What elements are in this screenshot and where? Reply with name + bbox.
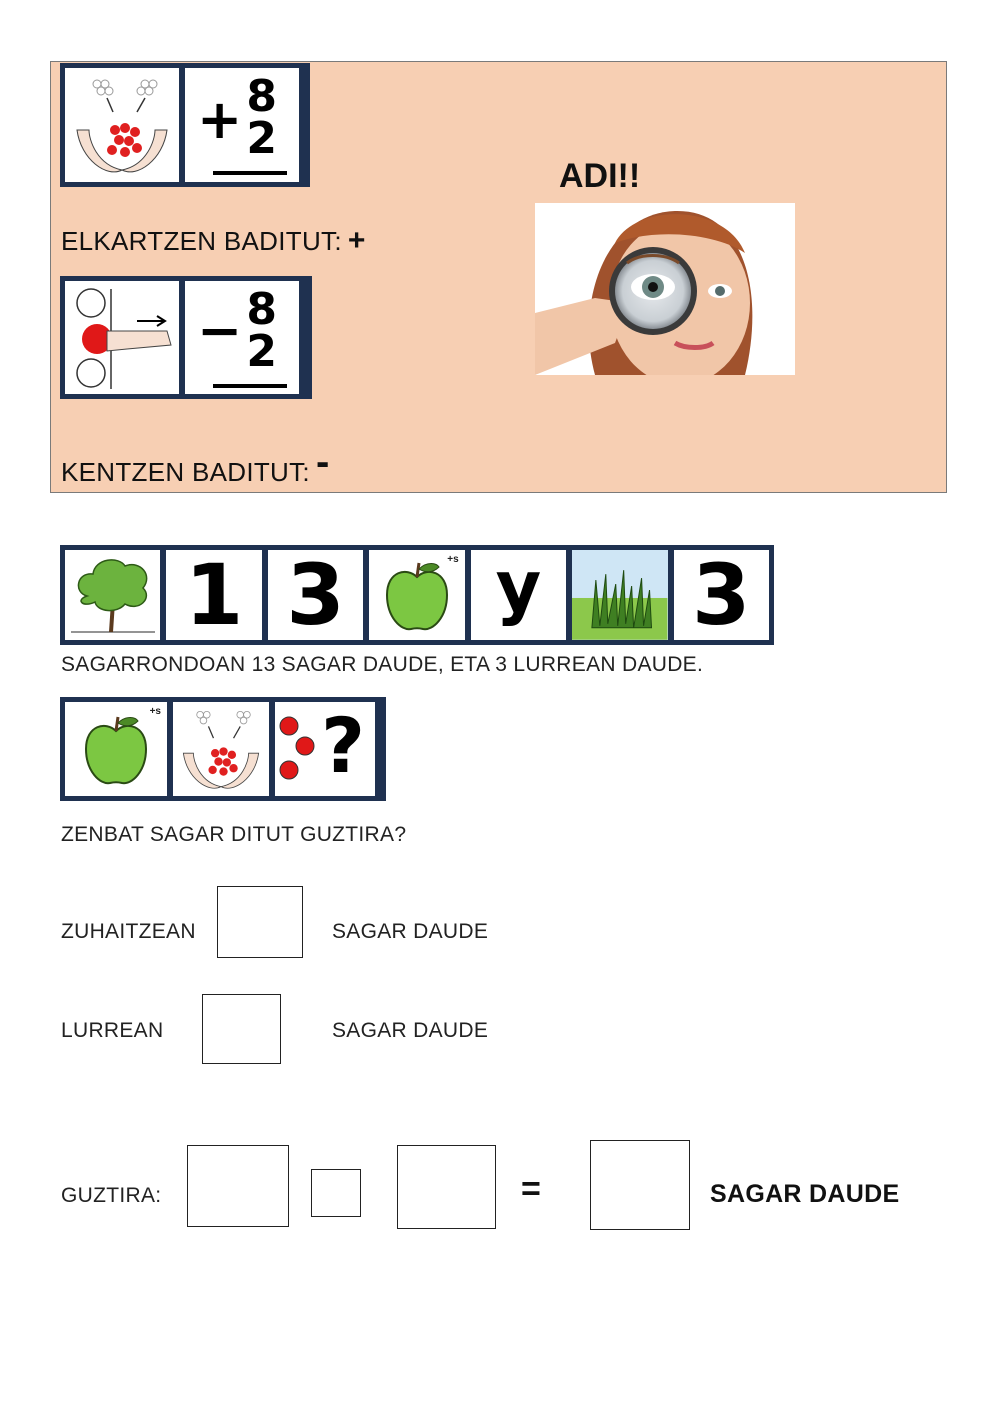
subtraction-rule <box>61 440 330 491</box>
addition-rule <box>61 224 366 258</box>
digit-card-3 <box>268 550 363 640</box>
plus-sign: + <box>347 224 366 257</box>
tree-count-label: ZUHAITZEAN <box>61 920 196 943</box>
question-text: ZENBAT SAGAR DITUT GUZTIRA? <box>61 823 407 846</box>
total-suffix: SAGAR DAUDE <box>710 1180 900 1208</box>
ground-count-label: LURREAN <box>61 1019 164 1042</box>
addition-symbol-strip <box>60 63 310 187</box>
sub-card-top: 8 <box>246 283 277 335</box>
conjunction-card <box>471 550 566 640</box>
ground-count-suffix: SAGAR DAUDE <box>332 1019 489 1042</box>
problem-sentence: SAGARRONDOAN 13 SAGAR DAUDE, ETA 3 LURREAN DAUDE. <box>61 653 704 676</box>
addition-label: ELKARTZEN BADITUT: <box>61 226 342 256</box>
strip-symbol-y: y <box>495 550 542 628</box>
add-card-bottom: 2 <box>246 113 277 164</box>
join-hands-icon <box>173 702 269 796</box>
subtraction-symbol-strip <box>60 276 312 399</box>
subtraction-label: KENTZEN BADITUT: <box>61 457 310 487</box>
plural-marker: +s <box>447 554 459 565</box>
subtraction-card <box>185 281 299 394</box>
apple-icon <box>369 550 464 640</box>
result-input[interactable] <box>590 1140 690 1230</box>
attention-heading: ADI!! <box>559 157 641 195</box>
first-addend-input[interactable] <box>187 1145 289 1227</box>
grass-icon <box>572 550 667 640</box>
question-symbol-strip <box>60 697 386 801</box>
strip-symbol-3: 3 <box>286 550 345 640</box>
digit-card-3b <box>674 550 769 640</box>
addition-card <box>185 68 299 182</box>
tree-icon <box>65 550 160 640</box>
ground-count-input[interactable] <box>202 994 281 1064</box>
tree-count-input[interactable] <box>217 886 303 958</box>
add-card-operator: + <box>197 88 243 151</box>
how-many-icon <box>275 702 375 796</box>
magnifier-photo <box>535 203 795 375</box>
apple-icon <box>65 702 167 796</box>
equals-sign: = <box>521 1170 541 1208</box>
second-addend-input[interactable] <box>397 1145 496 1229</box>
minus-sign: - <box>315 440 330 484</box>
sub-card-operator: − <box>197 298 243 362</box>
sentence-symbol-strip <box>60 545 774 645</box>
strip-symbol-3b: 3 <box>692 550 751 640</box>
total-label: GUZTIRA: <box>61 1184 162 1207</box>
join-hands-icon <box>65 68 179 182</box>
digit-card-1 <box>166 550 261 640</box>
strip-symbol-1: 1 <box>184 550 244 640</box>
operator-input[interactable] <box>311 1169 361 1217</box>
plural-marker: +s <box>149 706 161 717</box>
take-away-icon <box>65 281 179 394</box>
question-mark: ? <box>321 702 366 790</box>
sub-card-bottom: 2 <box>246 325 277 377</box>
tree-count-suffix: SAGAR DAUDE <box>332 920 489 943</box>
add-card-top: 8 <box>246 71 277 122</box>
